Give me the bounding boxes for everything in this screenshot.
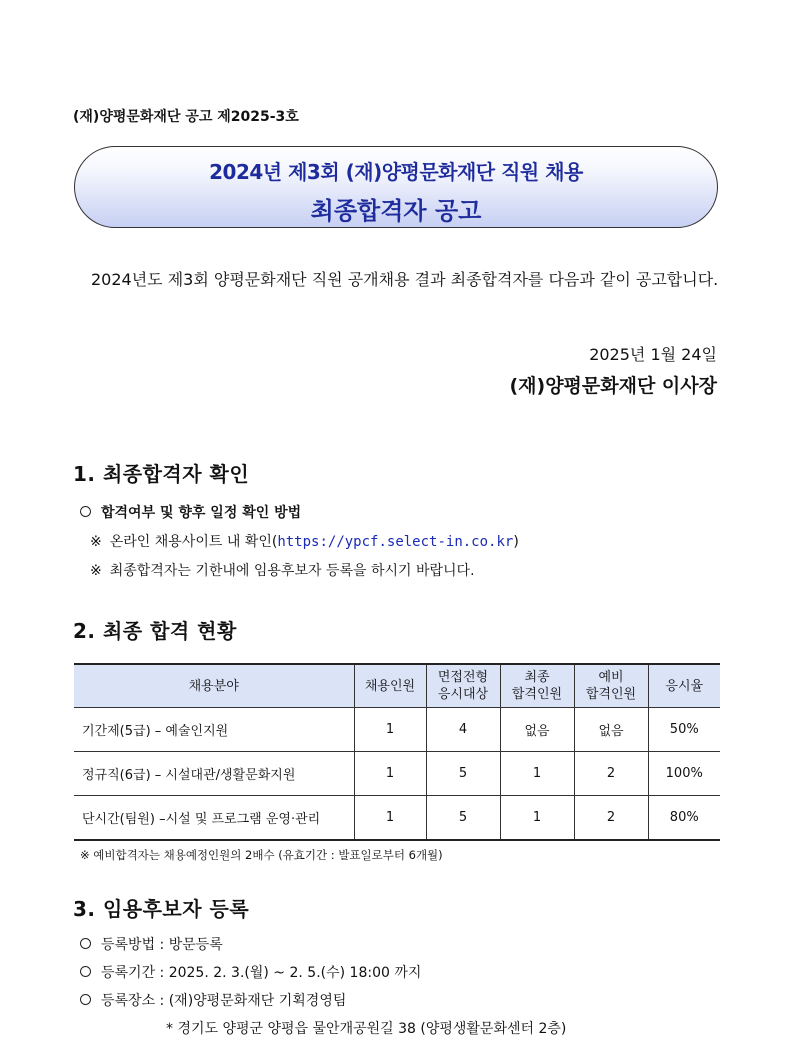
section3-heading: 3. 임용후보자 등록 — [73, 897, 250, 921]
table-row — [74, 796, 720, 841]
announcement-date: 2025년 1월 24일 — [589, 345, 717, 364]
recruit-site-link[interactable]: https://ypcf.select-in.co.kr — [277, 534, 514, 550]
note1-suffix: ) — [513, 534, 519, 550]
header-interview: 면접전형 응시대상 — [426, 664, 500, 708]
notice-number: (재)양평문화재단 공고 제2025-3호 — [73, 109, 299, 125]
cell-reserve: 2 — [574, 752, 648, 796]
table-row — [74, 752, 720, 796]
cell-final: 1 — [500, 752, 574, 796]
section1-bullet — [80, 502, 301, 522]
banner-title-line2: 최종합격자 공고 — [310, 197, 482, 225]
cell-hire: 1 — [354, 752, 426, 796]
reference-mark-icon: ※ — [90, 563, 102, 579]
section1-heading: 1. 최종합격자 확인 — [73, 462, 250, 486]
section1-bullet-text: 합격여부 및 향후 일정 확인 방법 — [101, 505, 302, 521]
header-rate: 응시율 — [648, 664, 720, 708]
table-header-row — [74, 664, 720, 708]
cell-field: 기간제(5급) – 예술인지원 — [74, 708, 354, 752]
section3-item-place — [80, 990, 346, 1010]
circle-bullet-icon — [80, 938, 91, 949]
section3-item-method — [80, 934, 223, 954]
circle-bullet-icon — [80, 994, 91, 1005]
cell-interview: 4 — [426, 708, 500, 752]
circle-bullet-icon — [80, 966, 91, 977]
section3-address: * 경기도 양평군 양평읍 물안개공원길 38 (양평생활문화센터 2층) — [166, 1021, 567, 1037]
signature: (재)양평문화재단 이사장 — [509, 375, 717, 397]
cell-field: 정규직(6급) – 시설대관/생활문화지원 — [74, 752, 354, 796]
item-period-text: 등록기간 : 2025. 2. 3.(월) ~ 2. 5.(수) 18:00 까지 — [101, 965, 422, 981]
item-place-text: 등록장소 : (재)양평문화재단 기획경영팀 — [101, 993, 347, 1009]
circle-bullet-icon — [80, 506, 91, 517]
note2-text: 최종합격자는 기한내에 임용후보자 등록을 하시기 바랍니다. — [109, 563, 475, 579]
section2-heading: 2. 최종 합격 현황 — [73, 619, 237, 643]
section1-note1 — [90, 531, 519, 551]
header-field: 채용분야 — [74, 664, 354, 708]
table-footnote: ※ 예비합격자는 채용예정인원의 2배수 (유효기간 : 발표일로부터 6개월) — [80, 848, 443, 862]
title-banner — [74, 146, 718, 228]
intro-paragraph: 2024년도 제3회 양평문화재단 직원 공개채용 결과 최종합격자를 다음과 같이 공고합니다. — [91, 270, 719, 289]
cell-field: 단시간(팀원) –시설 및 프로그램 운영·관리 — [74, 796, 354, 841]
note1-prefix: 온라인 채용사이트 내 확인( — [109, 534, 278, 550]
header-reserve: 예비 합격인원 — [574, 664, 648, 708]
cell-reserve: 2 — [574, 796, 648, 841]
reference-mark-icon: ※ — [90, 534, 102, 550]
cell-interview: 5 — [426, 796, 500, 841]
item-method-text: 등록방법 : 방문등록 — [101, 937, 223, 953]
cell-rate: 50% — [648, 708, 720, 752]
cell-hire: 1 — [354, 796, 426, 841]
cell-reserve: 없음 — [574, 708, 648, 752]
table-row — [74, 708, 720, 752]
header-final: 최종 합격인원 — [500, 664, 574, 708]
banner-title-line1: 2024년 제3회 (재)양평문화재단 직원 채용 — [209, 160, 583, 184]
cell-final: 1 — [500, 796, 574, 841]
cell-rate: 100% — [648, 752, 720, 796]
section1-note2 — [90, 560, 475, 580]
cell-hire: 1 — [354, 708, 426, 752]
cell-rate: 80% — [648, 796, 720, 841]
header-hire: 채용인원 — [354, 664, 426, 708]
cell-interview: 5 — [426, 752, 500, 796]
results-table — [74, 663, 720, 841]
section3-item-period — [80, 962, 421, 982]
cell-final: 없음 — [500, 708, 574, 752]
